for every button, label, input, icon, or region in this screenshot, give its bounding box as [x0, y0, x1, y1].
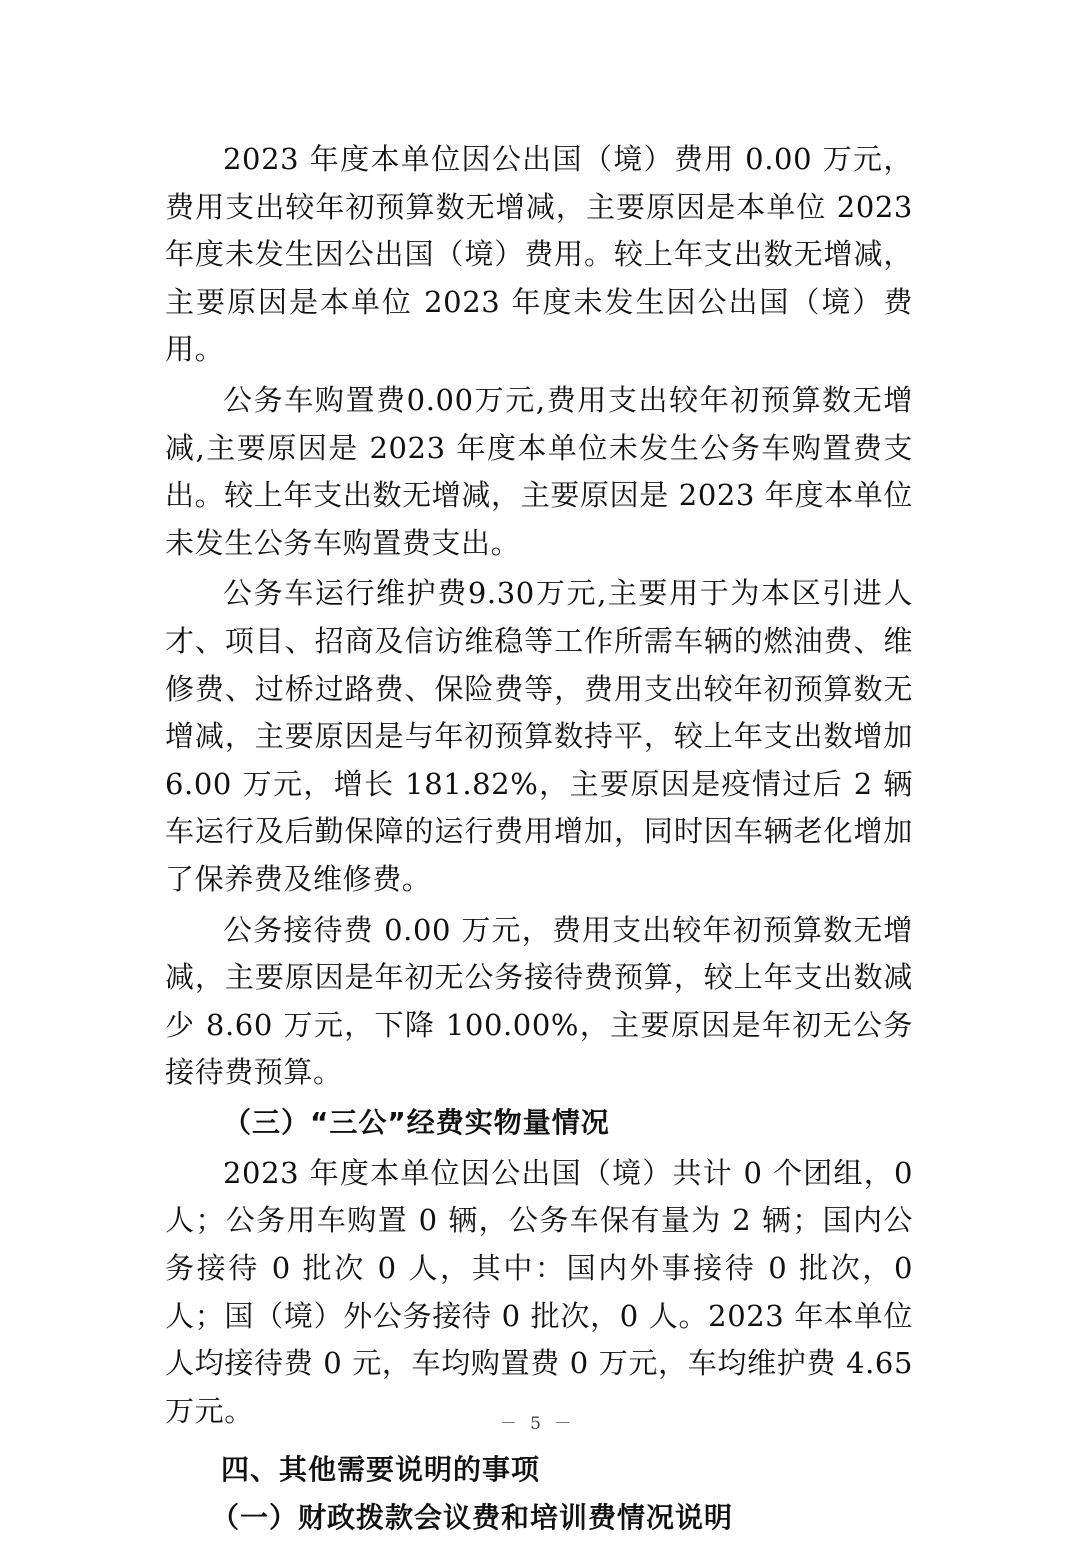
document-body	[165, 136, 913, 1541]
paragraph-vehicle-maintenance: 公务车运行维护费9.30万元,主要用于为本区引进人才、项目、招商及信访维稳等工作所需车辆的燃油费、维修费、过桥过路费、保险费等，费用支出较年初预算数无增减，主要原因是与年初预算数持平，较上年支出数增加 6.00 万元，增长 181.82%，主要原因是疫情过后 2 辆车运行及后勤保障的运行费用增加，同时因车辆老化增加了保养费及维修费。	[165, 576, 913, 896]
paragraph-reception: 公务接待费 0.00 万元，费用支出较年初预算数无增减，主要原因是年初无公务接待费预算，较上年支出数减少 8.60 万元，下降 100.00%，主要原因是年初无公务接待费预算。	[165, 912, 913, 1090]
paragraph-physical-quantity: 2023 年度本单位因公出国（境）共计 0 个团组，0 人；公务用车购置 0 辆，公务车保有量为 2 辆；国内公务接待 0 批次 0 人，其中：国内外事接待 0 批次，0 人；国（境）外公务接待 0 批次，0 人。2023 年本单位人均接待费 0 元，车均购置费 0 万元，车均维护费 4.65 万元。	[165, 1155, 913, 1428]
heading-three-public-physical: （三）“三公”经费实物量情况	[223, 1105, 610, 1139]
paragraph-vehicle-purchase: 公务车购置费0.00万元,费用支出较年初预算数无增减,主要原因是 2023 年度本单位未发生公务车购置费支出。较上年支出数无增减，主要原因是 2023 年度本单位未发生公务车购置费支出。	[165, 382, 913, 560]
heading-meeting-training: （一）财政拨款会议费和培训费情况说明	[211, 1501, 734, 1535]
page-number: － 5 －	[499, 1414, 576, 1434]
paragraph-overseas-travel: 2023 年度本单位因公出国（境）费用 0.00 万元，费用支出较年初预算数无增减，主要原因是本单位 2023 年度未发生因公出国（境）费用。较上年支出数无增减，主要原因是本单位 2023 年度未发生因公出国（境）费用。	[165, 142, 913, 367]
heading-other-matters: 四、其他需要说明的事项	[221, 1453, 541, 1487]
